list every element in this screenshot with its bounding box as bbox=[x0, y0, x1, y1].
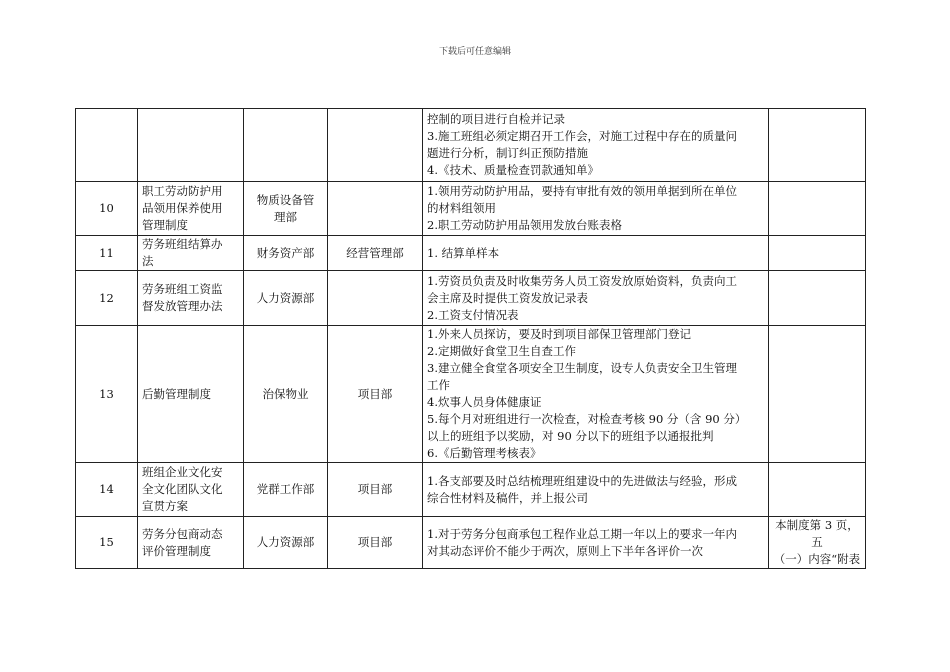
table-row bbox=[76, 517, 866, 569]
cooperating-dept-line: 项目部 bbox=[357, 482, 393, 496]
control-content-line: 的材料组领用 bbox=[427, 201, 496, 215]
control-content-line: 题进行分析，制订纠正预防措施 bbox=[427, 146, 588, 160]
remark-line: （一）内容“附表 bbox=[773, 552, 861, 566]
regulation-name-line: 宣贯方案 bbox=[142, 499, 188, 513]
regulation-name bbox=[138, 182, 244, 236]
control-content-line: 6.《后勤管理考核表》 bbox=[427, 446, 542, 460]
responsible-dept bbox=[244, 182, 328, 236]
responsible-dept bbox=[244, 463, 328, 517]
remark-line: 本制度第 3 页，五 bbox=[775, 518, 859, 549]
responsible-dept-line: 党群工作部 bbox=[256, 482, 315, 496]
cooperating-dept bbox=[328, 109, 423, 182]
row-number-line: 11 bbox=[99, 245, 114, 260]
control-content-line: 3.建立健全食堂各项安全卫生制度，设专人负责安全卫生管理 bbox=[427, 361, 737, 375]
regulation-name-line: 后勤管理制度 bbox=[142, 386, 211, 401]
control-content-line: 1.劳资员负责及时收集劳务人员工资发放原始资料，负责向工 bbox=[427, 273, 737, 288]
regulation-name bbox=[138, 271, 244, 326]
responsible-dept bbox=[244, 326, 328, 463]
control-content-line: 以上的班组予以奖励，对 90 分以下的班组予以通报批判 bbox=[427, 429, 714, 443]
regulation-name-line: 职工劳动防护用 bbox=[142, 184, 223, 198]
control-content-line: 5.每个月对班组进行一次检查，对检查考核 90 分（含 90 分） bbox=[427, 412, 747, 426]
remark bbox=[769, 271, 866, 326]
responsible-dept bbox=[244, 517, 328, 569]
row-number-line: 13 bbox=[99, 386, 114, 401]
table-row bbox=[76, 182, 866, 236]
regulation-name-line: 品领用保养使用 bbox=[142, 201, 223, 215]
row-number bbox=[76, 463, 138, 517]
table-row bbox=[76, 236, 866, 271]
regulation-name bbox=[138, 326, 244, 463]
control-content bbox=[423, 326, 769, 463]
regulation-name-line: 督发放管理办法 bbox=[142, 299, 223, 313]
responsible-dept bbox=[244, 109, 328, 182]
control-content-line: 1.各支部要及时总结梳理班组建设中的先进做法与经验，形成 bbox=[427, 473, 737, 488]
cooperating-dept bbox=[328, 271, 423, 326]
responsible-dept bbox=[244, 271, 328, 326]
control-content-line: 1.外来人员探访，要及时到项目部保卫管理部门登记 bbox=[427, 327, 691, 341]
regulation-name-line: 劳务班组工资监 bbox=[142, 282, 223, 296]
responsible-dept-line: 理部 bbox=[274, 209, 297, 224]
cooperating-dept bbox=[328, 326, 423, 463]
row-number-line: 15 bbox=[99, 535, 114, 549]
regulation-name bbox=[138, 463, 244, 517]
control-content bbox=[423, 236, 769, 271]
control-content-line: 2.职工劳动防护用品领用发放台账表格 bbox=[427, 218, 622, 232]
responsible-dept-line: 财务资产部 bbox=[256, 245, 315, 260]
row-number bbox=[76, 236, 138, 271]
cooperating-dept bbox=[328, 236, 423, 271]
cooperating-dept-line: 项目部 bbox=[357, 535, 393, 549]
row-number bbox=[76, 326, 138, 463]
cooperating-dept-line: 经营管理部 bbox=[346, 245, 404, 260]
table-row bbox=[76, 109, 866, 182]
regulation-name-line: 评价管理制度 bbox=[142, 543, 211, 558]
responsible-dept-line: 人力资源部 bbox=[256, 290, 315, 305]
control-content bbox=[423, 517, 769, 569]
cooperating-dept bbox=[328, 517, 423, 569]
control-content-line: 3.施工班组必须定期召开工作会，对施工过程中存在的质量问 bbox=[427, 129, 737, 143]
control-content bbox=[423, 182, 769, 236]
control-content-line: 工作 bbox=[427, 378, 450, 392]
remark bbox=[769, 109, 866, 182]
remark bbox=[769, 517, 866, 569]
control-content bbox=[423, 109, 769, 182]
control-content-line: 会主席及时提供工资发放记录表 bbox=[427, 290, 588, 305]
regulation-name-line: 劳务分包商动态 bbox=[142, 526, 223, 541]
regulation-name bbox=[138, 109, 244, 182]
responsible-dept-line: 人力资源部 bbox=[256, 535, 315, 549]
regulation-name bbox=[138, 236, 244, 271]
control-content-line: 2.工资支付情况表 bbox=[427, 307, 519, 322]
responsible-dept bbox=[244, 236, 328, 271]
table-row bbox=[76, 326, 866, 463]
regulation-name-line: 管理制度 bbox=[142, 218, 188, 232]
responsible-dept-line: 物质设备管 bbox=[256, 192, 315, 207]
control-content bbox=[423, 463, 769, 517]
remark bbox=[769, 236, 866, 271]
table-row bbox=[76, 463, 866, 517]
remark bbox=[769, 182, 866, 236]
regulation-name-line: 全文化团队文化 bbox=[142, 482, 223, 496]
row-number-line: 12 bbox=[99, 290, 114, 305]
control-content-line: 对其动态评价不能少于两次，原则上下半年各评价一次 bbox=[427, 543, 703, 558]
page-header: 下载后可任意编辑 bbox=[438, 47, 511, 57]
control-content-line: 1.对于劳务分包商承包工程作业总工期一年以上的要求一年内 bbox=[427, 526, 737, 541]
responsible-dept-line: 治保物业 bbox=[262, 386, 309, 401]
control-content-line: 4.《技术、质量检查罚款通知单》 bbox=[427, 163, 599, 177]
control-content-line: 2.定期做好食堂卫生自查工作 bbox=[427, 344, 576, 358]
remark bbox=[769, 326, 866, 463]
control-content-line: 1. 结算单样本 bbox=[427, 245, 500, 260]
cooperating-dept-line: 项目部 bbox=[357, 386, 393, 401]
row-number-line: 14 bbox=[99, 482, 114, 496]
control-content-line: 综合性材料及稿件，并上报公司 bbox=[427, 490, 588, 505]
control-content-line: 4.炊事人员身体健康证 bbox=[427, 395, 542, 409]
regulation-name-line: 法 bbox=[142, 254, 154, 268]
cooperating-dept bbox=[328, 182, 423, 236]
table-row bbox=[76, 271, 866, 326]
row-number-line: 10 bbox=[99, 201, 114, 215]
control-content-line: 控制的项目进行自检并记录 bbox=[427, 112, 565, 126]
regulation-table bbox=[75, 108, 866, 569]
row-number bbox=[76, 517, 138, 569]
regulation-name-line: 班组企业文化安 bbox=[142, 465, 223, 479]
cooperating-dept bbox=[328, 463, 423, 517]
row-number bbox=[76, 109, 138, 182]
regulation-name bbox=[138, 517, 244, 569]
regulation-name-line: 劳务班组结算办 bbox=[142, 237, 223, 251]
control-content bbox=[423, 271, 769, 326]
row-number bbox=[76, 271, 138, 326]
remark bbox=[769, 463, 866, 517]
row-number bbox=[76, 182, 138, 236]
control-content-line: 1.领用劳动防护用品，要持有审批有效的领用单据到所在单位 bbox=[427, 184, 737, 198]
